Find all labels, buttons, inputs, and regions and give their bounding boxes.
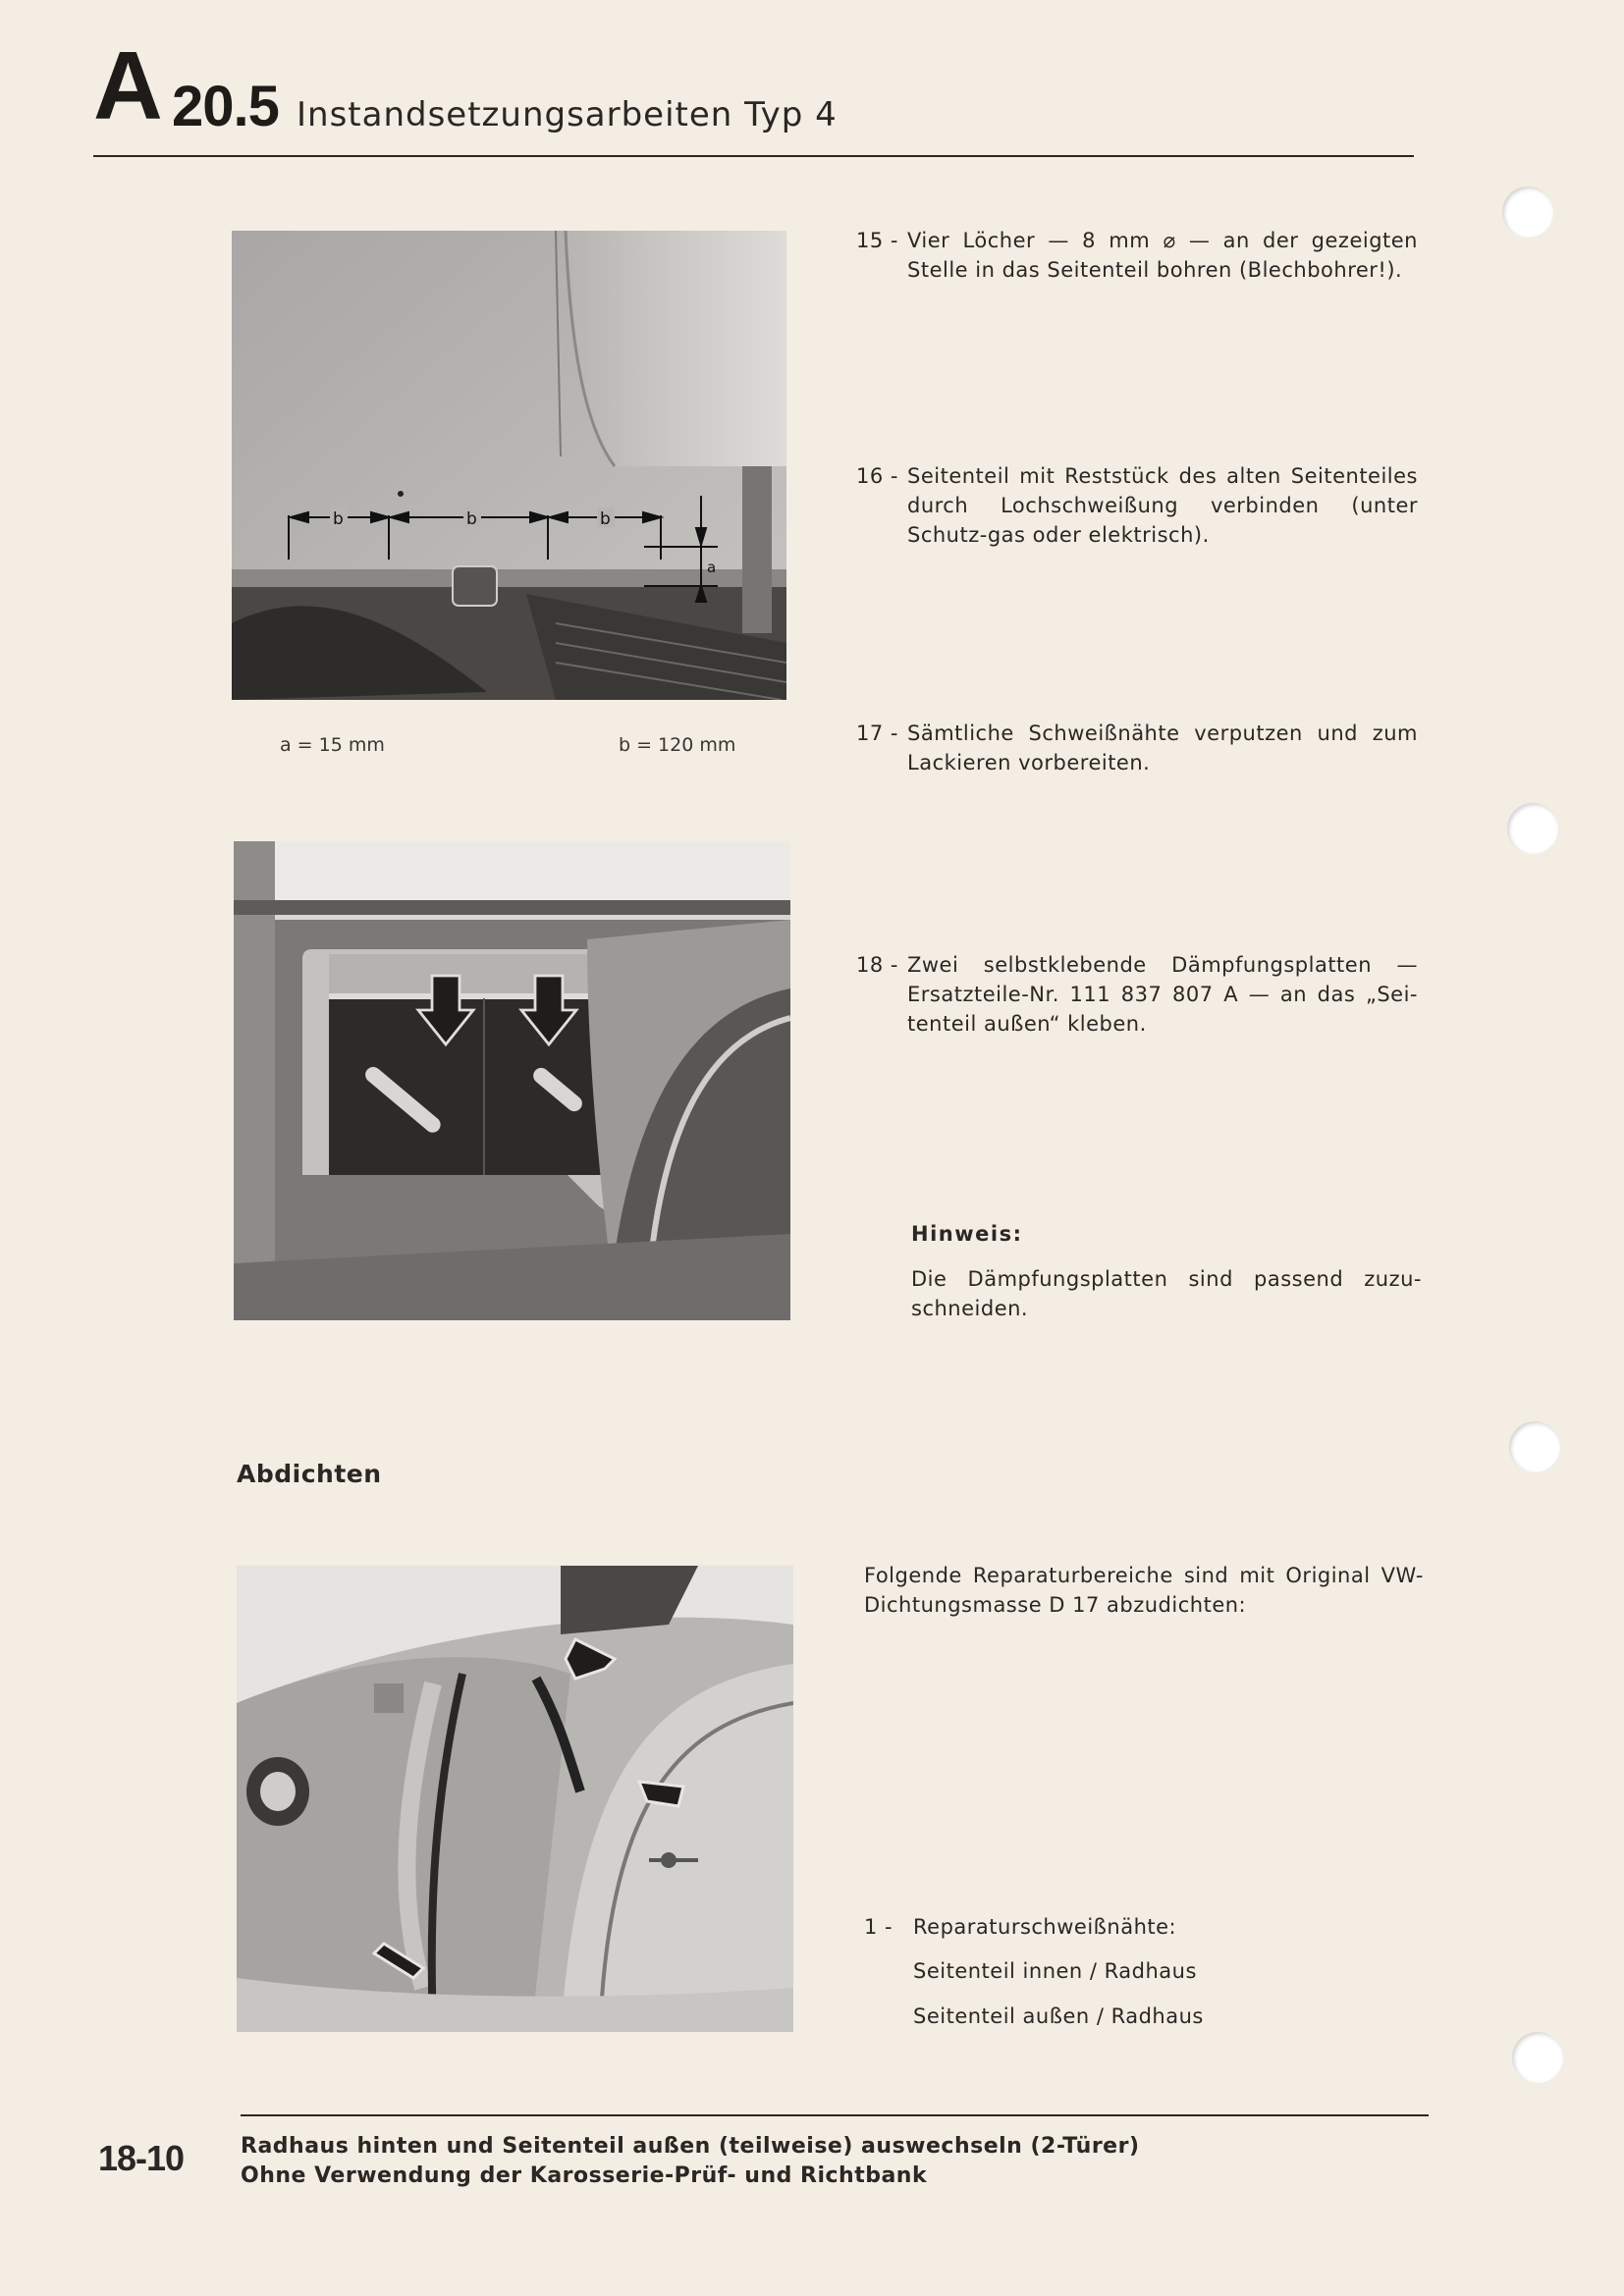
dim-label-a: a [707, 559, 717, 576]
sealing-line-inner: Seitenteil innen / Radhaus [913, 1959, 1197, 1983]
step-17 [856, 719, 1418, 779]
step-text: Sämtliche Schweißnähte verputzen und zum Lackieren vorbereiten. [907, 721, 1418, 774]
photo-damping-plates [234, 841, 790, 1320]
step-number: 18 - [856, 953, 898, 977]
binder-hole [1512, 2032, 1563, 2083]
page-title: Instandsetzungsarbeiten Typ 4 [297, 95, 838, 134]
dim-label-b: b [333, 509, 344, 529]
footer-title [241, 2132, 1140, 2191]
footer-line-1: Radhaus hinten und Seitenteil außen (teilweise) auswechseln (2-Türer) [241, 2134, 1140, 2159]
binder-hole [1507, 803, 1558, 854]
step-text: Zwei selbstklebende Dämpfungsplatten — Ersatzteile-Nr. 111 837 807 A — an das „Sei-tenteil außen“ kleben. [907, 953, 1418, 1036]
footer-rule [241, 2114, 1429, 2116]
binder-hole [1502, 187, 1553, 238]
sealing-intro: Folgende Reparaturbereiche sind mit Original VW-Dichtungsmasse D 17 abzudichten: [864, 1564, 1424, 1617]
photo-weld-points [232, 231, 786, 700]
binder-hole [1509, 1421, 1560, 1472]
section-number: 20.5 [172, 75, 279, 138]
step-number: 16 - [856, 464, 898, 488]
step-16 [856, 461, 1418, 552]
section-heading-abdichten: Abdichten [237, 1460, 382, 1488]
step-number: 15 - [856, 229, 898, 252]
step-text: Seitenteil mit Reststück des alten Seitenteiles durch Lochschweißung verbinden (unter Schutz-gas oder elektrisch). [907, 464, 1418, 547]
dim-label-b: b [600, 509, 611, 529]
dim-label-b: b [466, 509, 477, 529]
step-18 [856, 950, 1418, 1041]
photo-sealing-areas [237, 1566, 793, 2032]
page-number: 18-10 [98, 2138, 185, 2178]
sealing-item-title: Reparaturschweißnähte: [913, 1915, 1177, 1939]
step-15 [856, 226, 1418, 287]
footer-line-2: Ohne Verwendung der Karosserie-Prüf- und Richtbank [241, 2163, 928, 2188]
step-text: Vier Löcher — 8 mm ⌀ — an der gezeigten Stelle in das Seitenteil bohren (Blechbohrer!). [907, 229, 1418, 282]
step-number: 17 - [856, 721, 898, 745]
sealing-line-outer: Seitenteil außen / Radhaus [913, 2004, 1204, 2028]
caption-b: b = 120 mm [619, 734, 736, 756]
section-letter: A [93, 31, 159, 139]
header-rule [93, 155, 1414, 157]
note-title: Hinweis: [911, 1222, 1023, 1246]
note-text: Die Dämpfungsplatten sind passend zuzu-schneiden. [911, 1267, 1422, 1320]
sealing-item-number: 1 - [864, 1915, 893, 1939]
caption-a: a = 15 mm [280, 734, 385, 756]
